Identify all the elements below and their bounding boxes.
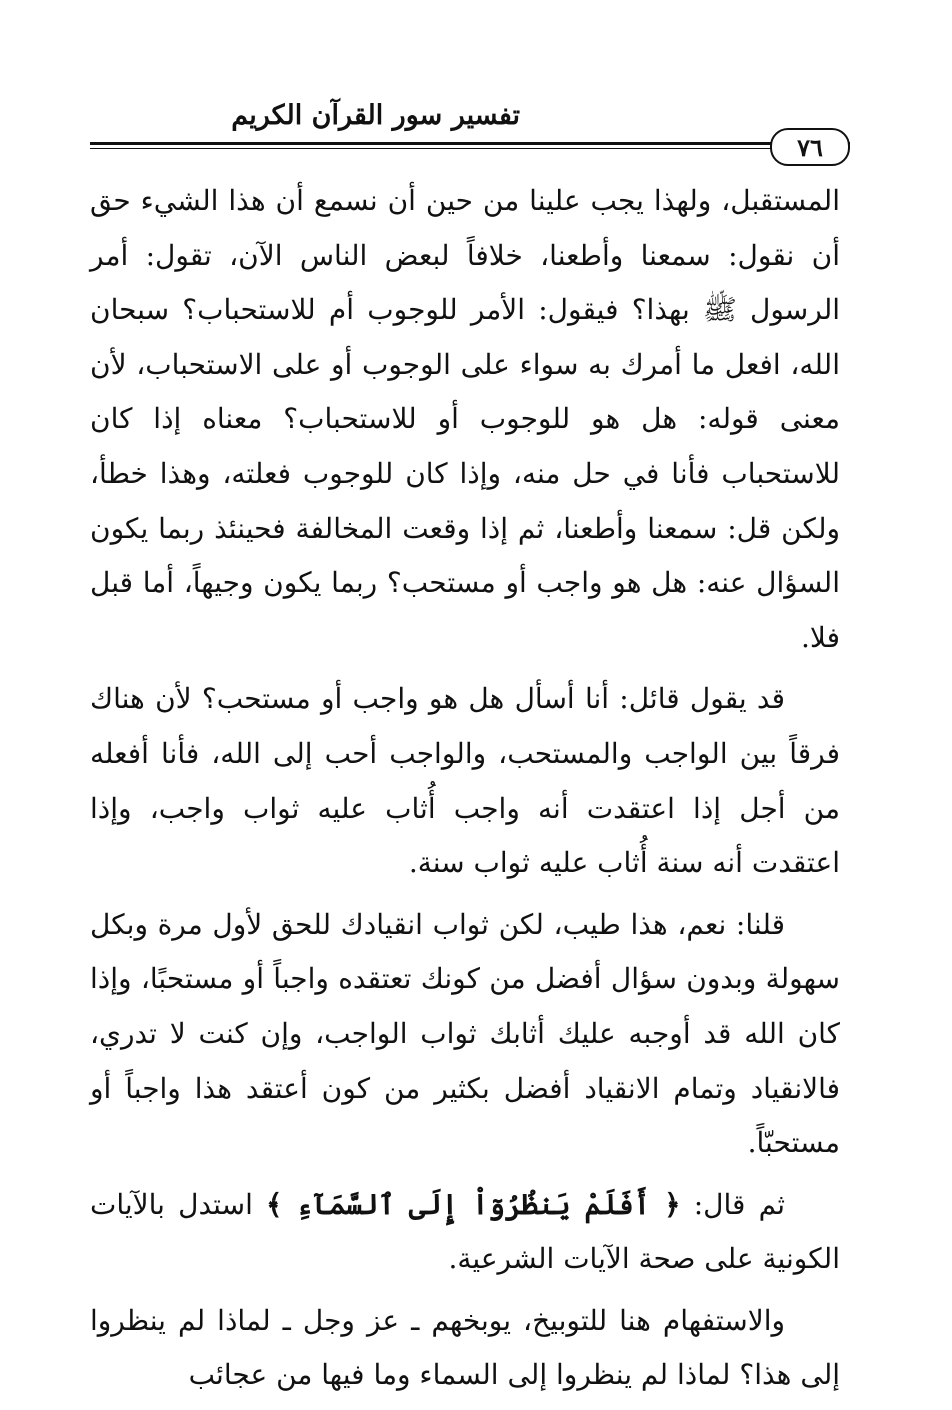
running-title: تفسير سور القرآن الكريم bbox=[231, 100, 520, 131]
paragraph-5: والاستفهام هنا للتوبيخ، يوبخهم ـ عز وجل ـ لماذا لم ينظروا إلى هذا؟ لماذا لم ينظروا إلى السماء وما فيها من عجائب bbox=[90, 1303, 840, 1392]
page-number-badge: ٧٦ bbox=[770, 128, 850, 166]
paragraph-2: قد يقول قائل: أنا أسأل هل هو واجب أو مستحب؟ لأن هناك فرقاً بين الواجب والمستحب، والواجب أحب إلى الله، فأنا أفعله من أجل إذا اعتقدت أنه واجب أُثاب عليه ثواب واجب، وإذا اعتقدت أنه سنة أُثاب عليه ثواب سنة. bbox=[90, 682, 840, 880]
page-body bbox=[90, 174, 840, 1410]
header-rule-thick bbox=[90, 142, 850, 145]
paragraph-4 bbox=[90, 1178, 840, 1287]
paragraph-3: قلنا: نعم، هذا طيب، لكن ثواب انقيادك للحق لأول مرة وبكل سهولة وبدون سؤال أفضل من كونك تعتقده واجباً أو مستحبًا، وإذا كان الله قد أوجبه عليك أثابك ثواب الواجب، وإن كنت لا تدري، فالانقياد وتمام الانقياد أفضل بكثير من كون أعتقد هذا واجباً أو مستحبّاً. bbox=[90, 907, 840, 1160]
paragraph-4-rest: استدل بالآيات الكونية على صحة الآيات الشرعية. bbox=[90, 1187, 840, 1276]
page-header bbox=[90, 100, 850, 160]
paragraph-4-lead: ثم قال: bbox=[680, 1187, 785, 1221]
header-rule-thin bbox=[90, 148, 850, 149]
quran-verse: ﴿ أَفَلَمْ يَنظُرُوٓاْ إِلَى ٱلسَّمَآءِ ﴾ bbox=[266, 1187, 681, 1221]
paragraph-1: المستقبل، ولهذا يجب علينا من حين أن نسمع أن هذا الشيء حق أن نقول: سمعنا وأطعنا، خلافاً لبعض الناس الآن، تقول: أمر الرسول ﷺ بهذا؟ فيقول: الأمر للوجوب أم للاستحباب؟ سبحان الله، افعل ما أمرك به سواء على الوجوب أو على الاستحباب، لأن معنى قوله: هل هو للوجوب أو للاستحباب؟ معناه إذا كان للاستحباب فأنا في حل منه، وإذا كان للوجوب فعلته، وهذا خطأ، ولكن قل: سمعنا وأطعنا، ثم إذا وقعت المخالفة فحينئذ ربما يكون السؤال عنه: هل هو واجب أو مستحب؟ ربما يكون وجيهاً، أما قبل فلا. bbox=[90, 184, 841, 654]
